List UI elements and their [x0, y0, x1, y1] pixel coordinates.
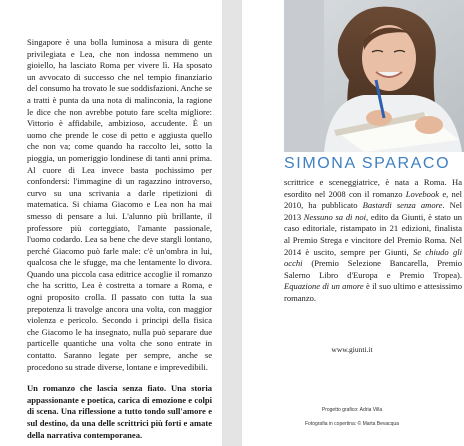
bio-text: scrittrice e sceneggiatrice, è nata a Roma. Ha esordito nel 2008 con il romanzo [284, 177, 462, 199]
bio-text: e, nel 2010, ha pubblicato [284, 188, 462, 211]
credit-cover-photo: Fotografia in copertina: © Marta Bevacqua [304, 421, 399, 427]
left-flap [0, 0, 222, 446]
bio-text: è il suo ultimo e attesissimo romanzo. [284, 281, 462, 303]
bio-text: (Premio Selezione Bancarella, Premio Salerno Libro d'Europa e Premio Tropea). [284, 258, 462, 280]
book-title: Se chiudo gli occhi [284, 246, 462, 269]
website-link[interactable]: www.giunti.it [331, 345, 373, 354]
right-flap [242, 0, 464, 446]
book-title: Nessuno sa di noi [303, 211, 367, 222]
author-name: SIMONA SPARACO [284, 155, 451, 172]
blurb-paragraph: Un romanzo che lascia senza fiato. Una storia appassionante e poetica, carica di emozione e colpi di scena. Una riflessione a tutto tondo sull'amore e sul destino, da una delle scrittrici più forti e amate della narrativa contemporanea. [27, 383, 212, 440]
synopsis-paragraph: Singapore è una bolla luminosa a misura di gente privilegiata e Lea, che non indossa nemmeno un gioiello, ha lasciato Roma per vivere lì. Ha sposato un avvocato di successo che nel tempio finanziario del consumo ha trovato le sue soddisfazioni. Anche se a tratti è punta da una nota di malinconia, la ragione le dice che non avrebbe potuto fare scelta migliore: Vittorio è affidabile, ambizioso, accudente. È un uomo che prende le cose di petto e aggiusta quello che non va; come quando ha raccolto lei, sotto la pioggia, un pomeriggio londinese di tanti anni prima. Al cuore di Lea invece basta pochissimo per confondersi: l'immagine di un ragazzino introverso, curvo su una scrivania a darle ripetizioni di matematica. Si chiama Giacomo e Lea non ha mai smesso di pensare a lui. L'alunno più brillante, il professore più corteggiato, l'amante passionale, l'uomo codardo. Lea sa bene che deve stargli lontano, perché Giacomo può farle male: c'è un'ombra in lui, qualcosa che le sfugge, ma che lentamente lo divora. Quando una piccola casa editrice accoglie il romanzo che ha scritto, Lea è costretta a tornare a Roma, e ogni proposito crolla. Il passato con tutta la sua prepotenza li travolge ancora una volta, con maggior violenza e pericolo. Secondo i principi della fisica che Giacomo le ha insegnato, nulla può separare due particelle quantiche una volta che sono entrate in contatto. Saranno legate per sempre, anche se procedono su strade diverse, lontane e imprevedibili. [27, 37, 212, 372]
author-bio [284, 177, 462, 305]
bio-text: . Nel 2013 [284, 200, 462, 222]
book-title: Equazione di un amore [284, 281, 364, 292]
book-title: Bastardi senza amore [362, 200, 443, 211]
bio-text: , edito da Giunti, è stato un caso editoriale, ristampato in 21 edizioni, finalista al Premio Strega e vincitore del Premio Roma. Nel 2014 è uscito, sempre per Giunti, [284, 211, 463, 257]
credit-graphic-design: Progetto grafico: Adria Villa [321, 407, 383, 413]
book-title: Lovebook [405, 188, 440, 199]
author-photo [284, 0, 464, 152]
